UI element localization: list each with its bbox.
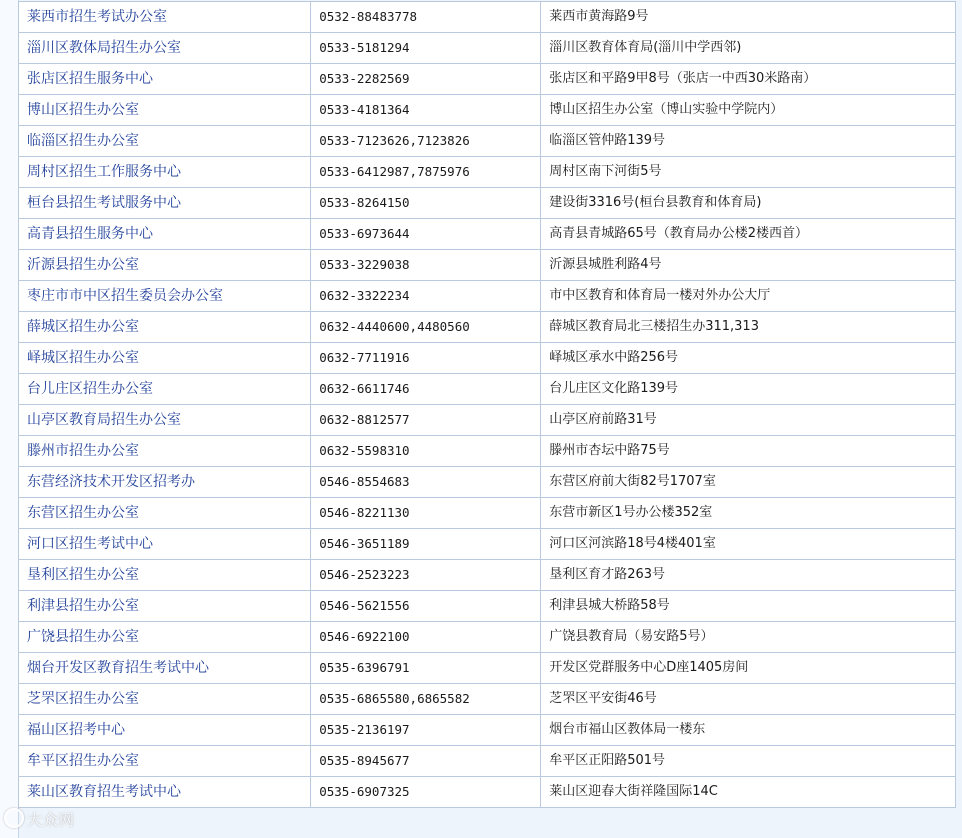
office-address: 淄川区教育体育局(淄川中学西邻) [541,33,956,64]
table-row [19,591,956,622]
office-phone: 0535-6865580,6865582 [311,684,541,715]
table-row [19,281,956,312]
table-row [19,312,956,343]
table-row [19,529,956,560]
office-name-link[interactable]: 峄城区招生办公室 [19,343,311,374]
office-name-link[interactable]: 桓台县招生考试服务中心 [19,188,311,219]
table-row [19,467,956,498]
office-name-link[interactable]: 山亭区教育局招生办公室 [19,405,311,436]
office-name-link[interactable]: 河口区招生考试中心 [19,529,311,560]
office-address: 东营市新区1号办公楼352室 [541,498,956,529]
office-address: 莱山区迎春大街祥隆国际14C [541,777,956,808]
office-phone: 0546-6922100 [311,622,541,653]
watermark-text: 大众网 [27,811,76,829]
office-phone: 0632-5598310 [311,436,541,467]
office-address: 台儿庄区文化路139号 [541,374,956,405]
office-name-link[interactable]: 东营经济技术开发区招考办 [19,467,311,498]
table-body [19,2,956,808]
office-name-link[interactable]: 烟台开发区教育招生考试中心 [19,653,311,684]
office-name-link[interactable]: 牟平区招生办公室 [19,746,311,777]
office-phone: 0546-2523223 [311,560,541,591]
office-address: 博山区招生办公室（博山实验中学院内） [541,95,956,126]
office-phone: 0533-2282569 [311,64,541,95]
table-row [19,653,956,684]
table-row [19,219,956,250]
table-row [19,777,956,808]
office-name-link[interactable]: 莱西市招生考试办公室 [19,2,311,33]
office-name-link[interactable]: 福山区招考中心 [19,715,311,746]
office-phone: 0535-2136197 [311,715,541,746]
office-phone: 0535-6396791 [311,653,541,684]
office-name-link[interactable]: 高青县招生服务中心 [19,219,311,250]
office-phone: 0532-88483778 [311,2,541,33]
office-phone: 0546-5621556 [311,591,541,622]
table-row [19,33,956,64]
office-address: 建设街3316号(桓台县教育和体育局) [541,188,956,219]
table-row [19,157,956,188]
office-address: 峄城区承水中路256号 [541,343,956,374]
table-row [19,343,956,374]
office-address: 广饶县教育局（易安路5号） [541,622,956,653]
watermark [4,808,75,830]
office-phone: 0533-8264150 [311,188,541,219]
office-phone: 0546-8221130 [311,498,541,529]
office-name-link[interactable]: 张店区招生服务中心 [19,64,311,95]
office-name-link[interactable]: 台儿庄区招生办公室 [19,374,311,405]
office-name-link[interactable]: 广饶县招生办公室 [19,622,311,653]
office-address: 牟平区正阳路501号 [541,746,956,777]
office-name-link[interactable]: 垦利区招生办公室 [19,560,311,591]
office-phone: 0632-8812577 [311,405,541,436]
office-name-link[interactable]: 博山区招生办公室 [19,95,311,126]
office-phone: 0632-7711916 [311,343,541,374]
office-phone: 0533-6412987,7875976 [311,157,541,188]
office-name-link[interactable]: 利津县招生办公室 [19,591,311,622]
office-address: 周村区南下河街5号 [541,157,956,188]
office-address: 沂源县城胜利路4号 [541,250,956,281]
table-row [19,715,956,746]
office-phone: 0533-4181364 [311,95,541,126]
office-phone: 0546-3651189 [311,529,541,560]
office-name-link[interactable]: 莱山区教育招生考试中心 [19,777,311,808]
office-address: 张店区和平路9甲8号（张店一中西30米路南） [541,64,956,95]
office-address: 开发区党群服务中心D座1405房间 [541,653,956,684]
office-address: 临淄区管仲路139号 [541,126,956,157]
office-address: 莱西市黄海路9号 [541,2,956,33]
office-name-link[interactable]: 滕州市招生办公室 [19,436,311,467]
office-name-link[interactable]: 周村区招生工作服务中心 [19,157,311,188]
office-name-link[interactable]: 薛城区招生办公室 [19,312,311,343]
office-address: 市中区教育和体育局一楼对外办公大厅 [541,281,956,312]
office-name-link[interactable]: 淄川区教体局招生办公室 [19,33,311,64]
table-row [19,498,956,529]
office-phone: 0533-5181294 [311,33,541,64]
office-phone: 0533-6973644 [311,219,541,250]
admissions-office-table [18,1,956,808]
office-name-link[interactable]: 临淄区招生办公室 [19,126,311,157]
table-row [19,746,956,777]
table-row [19,622,956,653]
office-address: 河口区河滨路18号4楼401室 [541,529,956,560]
office-address: 烟台市福山区教体局一楼东 [541,715,956,746]
office-address: 垦利区育才路263号 [541,560,956,591]
table-row [19,250,956,281]
table-row [19,405,956,436]
office-phone: 0632-4440600,4480560 [311,312,541,343]
watermark-logo-icon [4,808,24,828]
table-row [19,126,956,157]
office-name-link[interactable]: 芝罘区招生办公室 [19,684,311,715]
table-row [19,560,956,591]
office-address: 芝罘区平安街46号 [541,684,956,715]
table-row [19,95,956,126]
office-address: 东营区府前大街82号1707室 [541,467,956,498]
office-phone: 0546-8554683 [311,467,541,498]
office-name-link[interactable]: 沂源县招生办公室 [19,250,311,281]
office-phone: 0632-3322234 [311,281,541,312]
office-name-link[interactable]: 枣庄市市中区招生委员会办公室 [19,281,311,312]
office-name-link[interactable]: 东营区招生办公室 [19,498,311,529]
table-row [19,2,956,33]
office-address: 利津县城大桥路58号 [541,591,956,622]
left-gutter [0,0,19,838]
office-phone: 0632-6611746 [311,374,541,405]
table-row [19,684,956,715]
table-row [19,436,956,467]
office-address: 山亭区府前路31号 [541,405,956,436]
table-row [19,374,956,405]
office-phone: 0535-6907325 [311,777,541,808]
office-address: 高青县青城路65号（教育局办公楼2楼西首） [541,219,956,250]
office-phone: 0535-8945677 [311,746,541,777]
table-row [19,64,956,95]
table-row [19,188,956,219]
office-phone: 0533-3229038 [311,250,541,281]
office-address: 滕州市杏坛中路75号 [541,436,956,467]
office-phone: 0533-7123626,7123826 [311,126,541,157]
office-address: 薛城区教育局北三楼招生办311,313 [541,312,956,343]
